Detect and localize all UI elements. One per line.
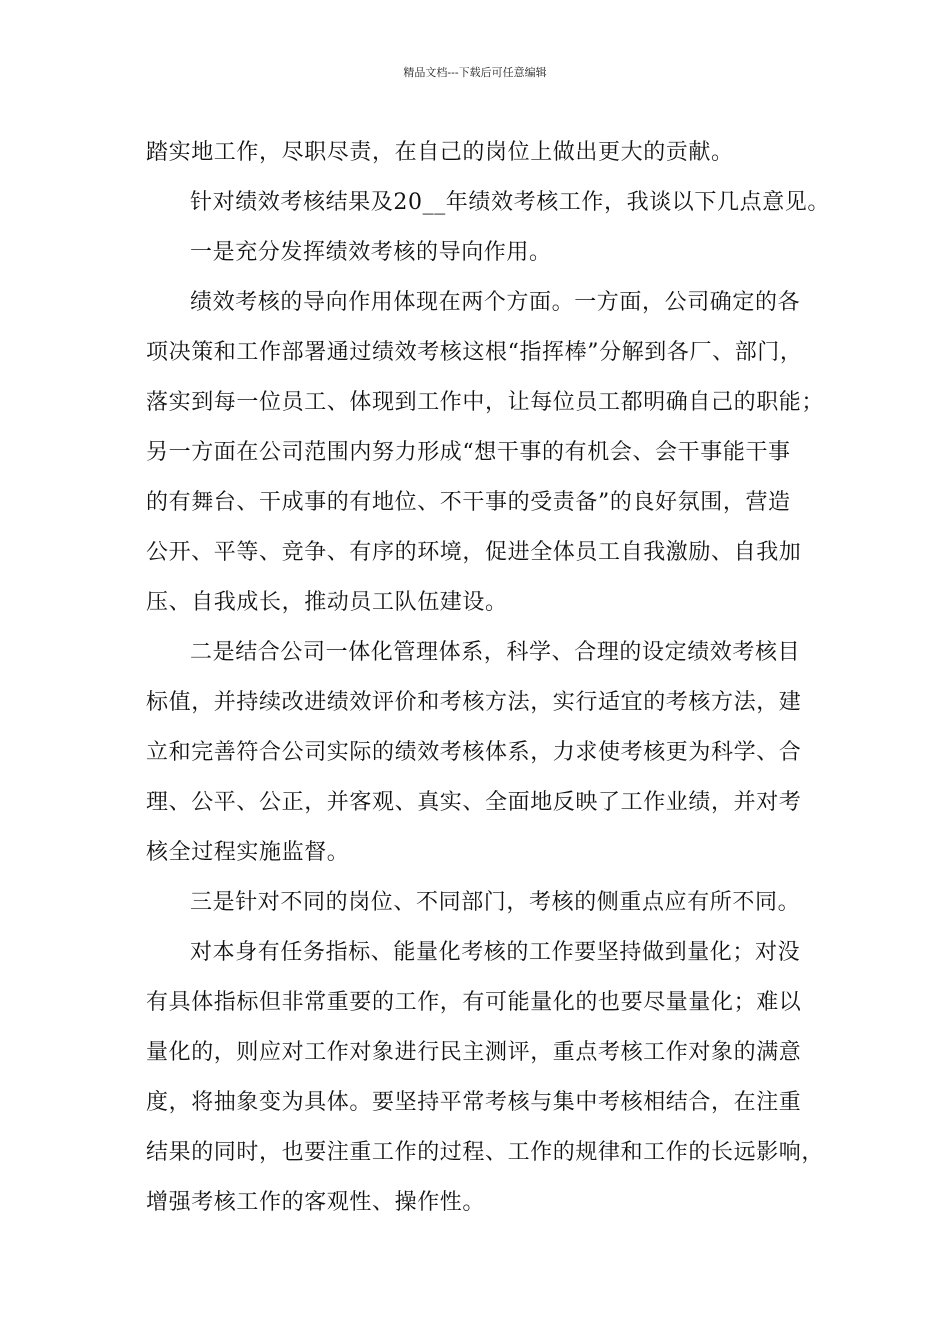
document-body — [146, 128, 830, 1228]
text-line: 踏实地工作，尽职尽责，在自己的岗位上做出更大的贡献。 — [146, 140, 734, 165]
text-line: 针对绩效考核结果及20__年绩效考核工作，我谈以下几点意见。 — [190, 190, 830, 215]
text-line: 项决策和工作部署通过绩效考核这根“指挥棒”分解到各厂、部门， — [146, 340, 803, 365]
paragraph-1 — [146, 128, 810, 178]
text-line: 三是针对不同的岗位、不同部门，考核的侧重点应有所不同。 — [190, 890, 801, 915]
text-line: 立和完善符合公司实际的绩效考核体系，力求使考核更为科学、合 — [146, 740, 802, 765]
paragraph-4 — [146, 278, 825, 628]
text-line: 的有舞台、干成事的有地位、不干事的受责备”的良好氛围，营造 — [146, 490, 791, 515]
text-line: 压、自我成长，推动员工队伍建设。 — [146, 590, 508, 615]
text-line: 度，将抽象变为具体。要坚持平常考核与集中考核相结合，在注重 — [146, 1090, 802, 1115]
text-line: 另一方面在公司范围内努力形成“想干事的有机会、会干事能干事 — [146, 440, 791, 465]
text-line: 一是充分发挥绩效考核的导向作用。 — [190, 240, 552, 265]
paragraph-6 — [146, 878, 810, 928]
text-line: 对本身有任务指标、能量化考核的工作要坚持做到量化；对没 — [190, 940, 801, 965]
text-line: 绩效考核的导向作用体现在两个方面。一方面，公司确定的各 — [190, 290, 801, 315]
text-line: 标值，并持续改进绩效评价和考核方法，实行适宜的考核方法，建 — [146, 690, 802, 715]
text-line: 公开、平等、竞争、有序的环境，促进全体员工自我激励、自我加 — [146, 540, 802, 565]
paragraph-3 — [146, 228, 810, 278]
text-line: 结果的同时，也要注重工作的过程、工作的规律和工作的长远影响， — [146, 1140, 825, 1165]
paragraph-7 — [146, 928, 825, 1228]
text-line: 二是结合公司一体化管理体系，科学、合理的设定绩效考核目 — [190, 640, 801, 665]
text-line: 增强考核工作的客观性、操作性。 — [146, 1190, 486, 1215]
text-line: 有具体指标但非常重要的工作，有可能量化的也要尽量量化；难以 — [146, 990, 802, 1015]
text-line: 核全过程实施监督。 — [146, 840, 350, 865]
paragraph-5 — [146, 628, 810, 878]
paragraph-2 — [146, 178, 830, 228]
page-header: 精品文档---下载后可任意编辑 — [403, 66, 547, 79]
text-line: 量化的，则应对工作对象进行民主测评，重点考核工作对象的满意 — [146, 1040, 802, 1065]
text-line: 理、公平、公正，并客观、真实、全面地反映了工作业绩，并对考 — [146, 790, 802, 815]
text-line: 落实到每一位员工、体现到工作中，让每位员工都明确自己的职能； — [146, 390, 825, 415]
